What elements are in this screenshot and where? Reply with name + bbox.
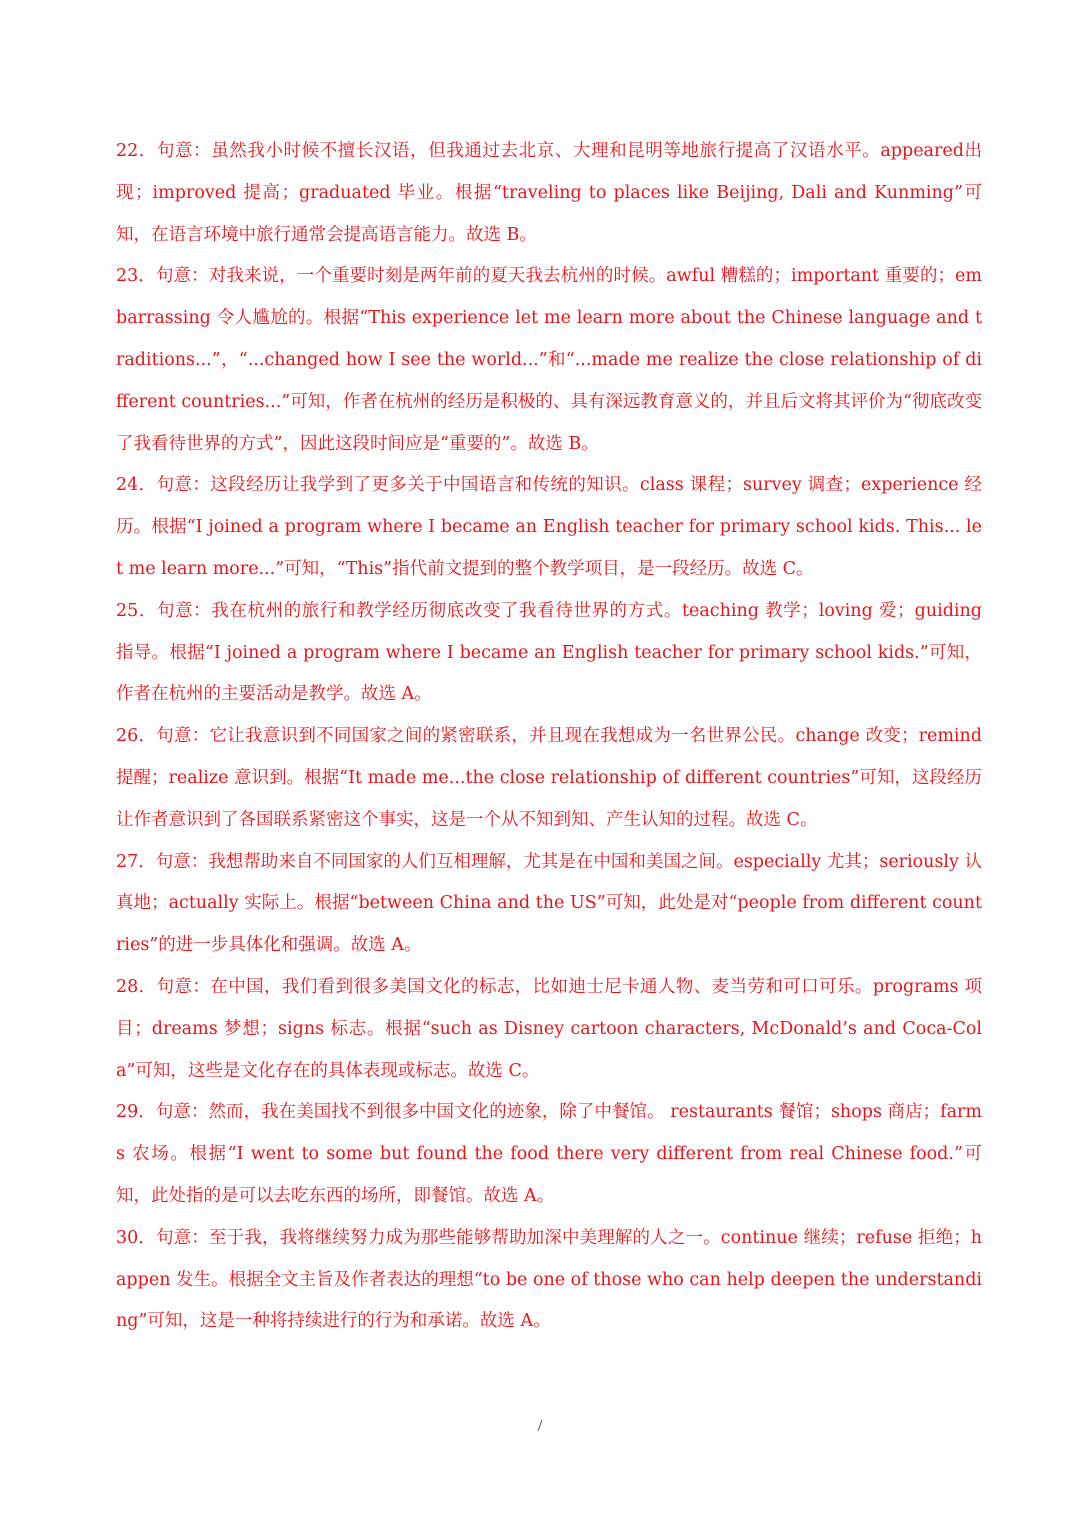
explanation-item-23: 23．句意：对我来说，一个重要时刻是两年前的夏天我去杭州的时候。awful 糟糕的；important 重要的；embarrassing 令人尴尬的。根据“This experience let me learn more about the Chinese language and traditions...”，“...changed how I see the world...”和“...made me realize the close relationship of different countries...”可知，作者在杭州的经历是积极的、具有深远教育意义的，并且后文将其评价为“彻底改变了我看待世界的方式”，因此这段时间应是“重要的”。故选 B。 <box>116 266 982 454</box>
explanation-item-29: 29．句意：然而，我在美国找不到很多中国文化的迹象，除了中餐馆。 restaurants 餐馆；shops 商店；farms 农场。根据“I went to some but found the food there very different from real Chinese food.”可知，此处指的是可以去吃东西的场所，即餐馆。故选 A。 <box>116 1102 982 1206</box>
explanation-item-30: 30．句意：至于我，我将继续努力成为那些能够帮助加深中美理解的人之一。continue 继续；refuse 拒绝；happen 发生。根据全文主旨及作者表达的理想“to be one of those who can help deepen the understanding”可知，这是一种将持续进行的行为和承诺。故选 A。 <box>116 1227 982 1332</box>
explanation-item-25: 25．句意：我在杭州的旅行和教学经历彻底改变了我看待世界的方式。teaching 教学；loving 爱；guiding 指导。根据“I joined a program where I became an English teacher for primary school kids.”可知，作者在杭州的主要活动是教学。故选 A。 <box>116 600 982 705</box>
explanation-item-28: 28．句意：在中国，我们看到很多美国文化的标志，比如迪士尼卡通人物、麦当劳和可口可乐。programs 项目；dreams 梦想；signs 标志。根据“such as Disney cartoon characters, McDonald’s and Coca-Cola”可知，这些是文化存在的具体表现或标志。故选 C。 <box>116 976 982 1081</box>
page-footer-marker: / <box>537 1416 543 1435</box>
explanation-item-22: 22．句意：虽然我小时候不擅长汉语，但我通过去北京、大理和昆明等地旅行提高了汉语水平。appeared出现；improved 提高；graduated 毕业。根据“traveling to places like Beijing, Dali and Kunming”可知，在语言环境中旅行通常会提高语言能力。故选 B。 <box>116 141 982 245</box>
explanation-item-26: 26．句意：它让我意识到不同国家之间的紧密联系，并且现在我想成为一名世界公民。change 改变；remind 提醒；realize 意识到。根据“It made me...the close relationship of different countries”可知，这段经历让作者意识到了各国联系紧密这个事实，这是一个从不知到知、产生认知的过程。故选 C。 <box>116 726 982 830</box>
explanation-item-24: 24．句意：这段经历让我学到了更多关于中国语言和传统的知识。class 课程；survey 调查；experience 经历。根据“I joined a program where I became an English teacher for primary school kids. This... let me learn more...”可知，“This”指代前文提到的整个教学项目，是一段经历。故选 C。 <box>116 475 982 579</box>
explanation-item-27: 27．句意：我想帮助来自不同国家的人们互相理解，尤其是在中国和美国之间。especially 尤其；seriously 认真地；actually 实际上。根据“between China and the US”可知，此处是对“people from different countries”的进一步具体化和强调。故选 A。 <box>116 851 982 956</box>
answer-explanations <box>116 131 982 1343</box>
